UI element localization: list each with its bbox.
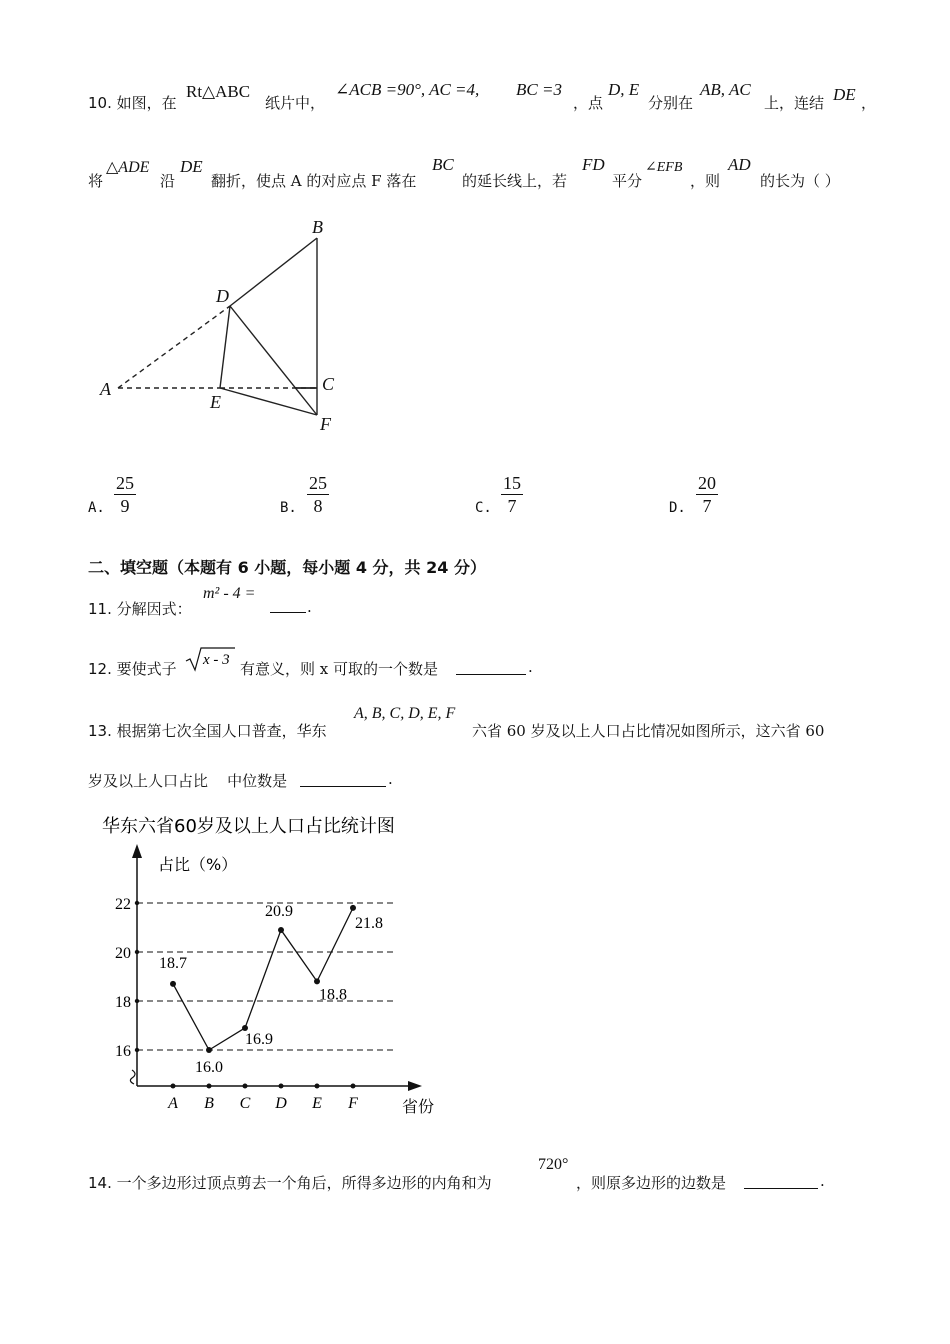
x-tick-label: C <box>239 1095 251 1112</box>
x-axis-arrow <box>408 1081 422 1091</box>
x-tick-dot <box>351 1084 356 1089</box>
q10-seg-bc: BC <box>432 155 454 174</box>
q10-text: ，则 <box>690 172 721 190</box>
q12-answer-blank[interactable] <box>456 674 526 675</box>
segment-de <box>220 306 230 388</box>
y-axis-arrow <box>132 844 142 858</box>
q10-seg-de: DE <box>833 85 856 104</box>
option-c-letter[interactable]: C. <box>475 500 492 516</box>
y-tick-label: 16 <box>115 1043 131 1060</box>
x-tick-label: E <box>312 1095 322 1112</box>
y-tick-label: 22 <box>115 896 131 913</box>
x-tick-label: F <box>348 1095 358 1112</box>
q10-text: 翻折，使点 A 的对应点 F 落在 <box>211 172 417 190</box>
q10-line1 <box>88 92 177 113</box>
fraction-numerator: 20 <box>698 473 716 493</box>
option-c-fraction[interactable] <box>501 472 523 517</box>
y-tick-label: 18 <box>115 994 131 1011</box>
q14-text-b: ，则原多边形的边数是 <box>576 1174 727 1192</box>
fraction-denominator: 7 <box>702 496 712 516</box>
segment-db <box>230 238 317 306</box>
option-b-fraction[interactable] <box>307 472 329 517</box>
x-tick-dot <box>279 1084 284 1089</box>
q10-text: 的延长线上，若 <box>462 172 568 190</box>
x-tick-dot <box>315 1084 320 1089</box>
fraction-denominator: 9 <box>120 496 130 516</box>
option-a-fraction[interactable] <box>114 472 136 517</box>
q10-points-de: D, E <box>608 80 640 99</box>
q11-text: 分解因式： <box>116 600 192 618</box>
point-label-a: A <box>100 379 111 399</box>
q13-number: 13. <box>88 722 112 740</box>
q10-geometry-figure <box>90 210 350 440</box>
q14-period: . <box>820 1172 825 1190</box>
point-label-d: D <box>216 286 229 306</box>
data-point <box>350 905 356 911</box>
chart-xlabel: 省份 <box>402 1097 435 1116</box>
q14-angle: 720° <box>538 1156 569 1173</box>
x-tick-dot <box>243 1084 248 1089</box>
segment-ef <box>220 388 317 415</box>
q13-text: 根据第七次全国人口普查，华东 <box>116 722 327 740</box>
data-label: 16.9 <box>245 1030 273 1048</box>
q13-answer-blank[interactable] <box>300 786 386 787</box>
x-tick-label: D <box>275 1095 287 1112</box>
q10-text: 分别在 <box>648 94 694 112</box>
x-tick-label: A <box>168 1095 178 1112</box>
point-label-f: F <box>320 414 331 434</box>
q10-text: 将 <box>88 172 104 190</box>
option-d-fraction[interactable] <box>696 472 718 517</box>
fraction-numerator: 25 <box>309 473 327 493</box>
q14-text: 一个多边形过顶点剪去一个角后，所得多边形的内角和为 <box>116 1174 492 1192</box>
data-label: 18.8 <box>319 986 347 1004</box>
fraction-numerator: 15 <box>503 473 521 493</box>
q13-line2: 岁及以上人口占比 中位数是 <box>88 772 288 790</box>
q10-angle-efb: ∠EFB <box>645 160 683 175</box>
q10-given2: BC =3 <box>516 80 562 99</box>
q10-rt-triangle: Rt△ABC <box>186 82 251 101</box>
data-point <box>314 978 320 984</box>
q14-number: 14. <box>88 1174 112 1192</box>
data-point <box>170 981 176 987</box>
x-tick-dot <box>207 1084 212 1089</box>
x-tick-dot <box>171 1084 176 1089</box>
y-tick-dot <box>135 901 139 905</box>
q10-text: 如图，在 <box>116 94 177 112</box>
y-tick-dot <box>135 1048 139 1052</box>
q12-radicand: x - 3 <box>203 652 230 668</box>
q10-text: 的长为（ ） <box>760 172 840 190</box>
q10-seg-fd: FD <box>582 155 605 174</box>
data-point <box>278 927 284 933</box>
q10-text: ， <box>861 94 877 112</box>
data-label: 18.7 <box>159 954 187 972</box>
q11-period: . <box>307 598 312 616</box>
q12-number: 12. <box>88 660 112 678</box>
data-point <box>206 1047 212 1053</box>
point-label-e: E <box>210 392 221 412</box>
q11-number: 11. <box>88 600 112 618</box>
x-tick-label: B <box>204 1095 214 1112</box>
q10-seg-de: DE <box>180 157 203 176</box>
q10-tri-ade: △ADE <box>106 159 150 176</box>
data-label: 20.9 <box>265 902 293 920</box>
option-b-letter[interactable]: B. <box>280 500 297 516</box>
q10-number: 10. <box>88 94 112 112</box>
q12-text: 要使式子 <box>116 660 177 678</box>
q12-text-b: 有意义，则 x 可取的一个数是 <box>240 660 438 678</box>
q10-text: 平分 <box>612 172 643 190</box>
axis-break-mark <box>130 1070 135 1084</box>
data-line <box>173 908 353 1050</box>
q10-seg-ad: AD <box>728 155 751 174</box>
chart-title: 华东六省60岁及以上人口占比统计图 <box>102 816 395 837</box>
q11-answer-blank[interactable] <box>270 612 306 613</box>
q10-text: 纸片中， <box>265 94 326 112</box>
point-label-b: B <box>312 217 323 237</box>
option-a-letter[interactable]: A. <box>88 500 105 516</box>
q12-radical <box>184 646 236 672</box>
data-label: 16.0 <box>195 1059 223 1076</box>
section-title: 二、填空题（本题有 6 小题，每小题 4 分，共 24 分） <box>88 558 486 577</box>
y-tick-dot <box>135 999 139 1003</box>
data-label: 21.8 <box>355 914 383 932</box>
y-tick-dot <box>135 950 139 954</box>
y-tick-label: 20 <box>115 945 131 962</box>
fraction-numerator: 25 <box>116 473 134 493</box>
q10-text: 沿 <box>160 172 176 190</box>
q14-answer-blank[interactable] <box>744 1188 818 1189</box>
q13-period: . <box>388 770 393 788</box>
q10-text: 上，连结 <box>764 94 825 112</box>
fraction-denominator: 8 <box>313 496 323 516</box>
chart-ylabel: 占比（%） <box>158 855 238 874</box>
segment-df <box>230 306 317 415</box>
q11-expression: m² - 4 = <box>203 585 256 602</box>
point-label-c: C <box>322 374 335 394</box>
q10-given1: ∠ACB =90°, AC =4, <box>335 80 480 99</box>
q10-text: ，点 <box>573 94 604 112</box>
q13-text-b: 六省 60 岁及以上人口占比情况如图所示，这六省 60 <box>472 722 825 740</box>
population-line-chart <box>96 810 456 1120</box>
q10-sides: AB, AC <box>700 80 751 99</box>
q13-provinces: A, B, C, D, E, F <box>354 705 456 722</box>
segment-ad <box>118 306 230 388</box>
chart-plot-area <box>115 844 422 1112</box>
option-d-letter[interactable]: D. <box>669 500 686 516</box>
fraction-denominator: 7 <box>507 496 517 516</box>
q12-period: . <box>528 658 533 676</box>
